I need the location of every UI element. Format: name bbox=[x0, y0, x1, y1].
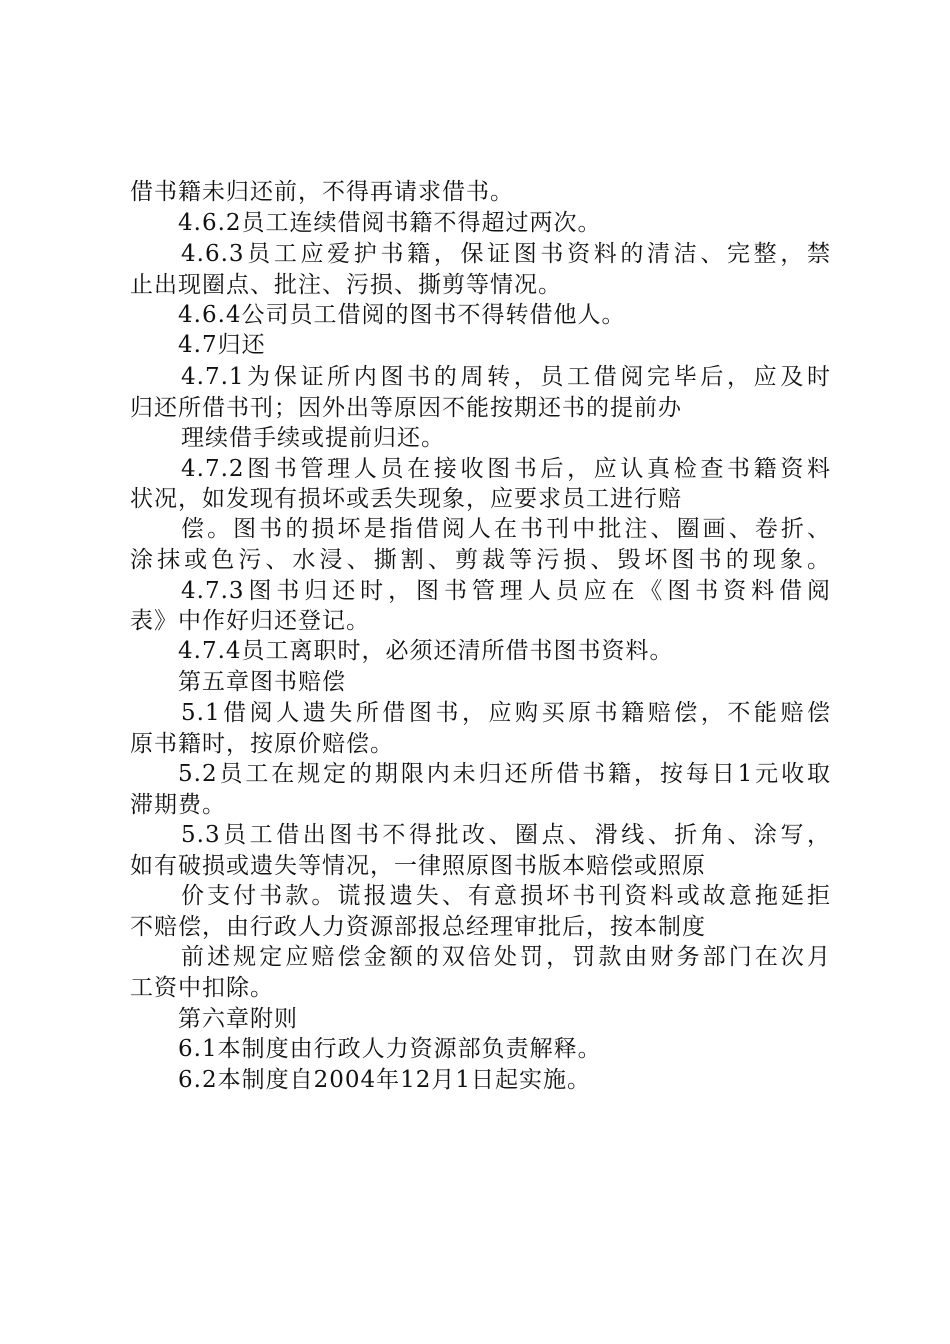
text-line: 理续借手续或提前归还。 bbox=[181, 425, 445, 451]
text-line: 4.7.2图书管理人员在接收图书后，应认真检查书籍资料 bbox=[181, 456, 831, 482]
text-line: 借书籍未归还前，不得再请求借书。 bbox=[130, 179, 514, 205]
text-line: 4.6.4公司员工借阅的图书不得转借他人。 bbox=[178, 302, 626, 328]
text-line: 5.2员工在规定的期限内未归还所借书籍，按每日1元收取 bbox=[178, 761, 831, 787]
text-line: 5.3员工借出图书不得批改、圈点、滑线、折角、涂写， bbox=[181, 822, 831, 848]
text-line: 表》中作好归还登记。 bbox=[130, 608, 370, 634]
text-line: 4.6.2员工连续借阅书籍不得超过两次。 bbox=[178, 210, 602, 236]
text-line: 涂抹或色污、水浸、撕割、剪裁等污损、毁坏图书的现象。 bbox=[130, 547, 831, 573]
text-line: 6.2本制度自2004年12月1日起实施。 bbox=[178, 1067, 592, 1093]
section-heading: 4.7归还 bbox=[178, 332, 266, 358]
text-line: 6.1本制度由行政人力资源部负责解释。 bbox=[178, 1036, 602, 1062]
text-line: 5.1借阅人遗失所借图书，应购买原书籍赔偿，不能赔偿 bbox=[181, 700, 831, 726]
chapter-heading: 第六章附则 bbox=[178, 1006, 298, 1032]
text-line: 4.7.3图书归还时，图书管理人员应在《图书资料借阅 bbox=[181, 578, 831, 604]
text-line: 归还所借书刊；因外出等原因不能按期还书的提前办 bbox=[130, 395, 682, 421]
text-line: 4.7.4员工离职时，必须还清所借书图书资料。 bbox=[178, 638, 674, 664]
text-line: 工资中扣除。 bbox=[130, 975, 274, 1001]
text-line: 止出现圈点、批注、污损、撕剪等情况。 bbox=[130, 272, 562, 298]
text-line: 原书籍时，按原价赔偿。 bbox=[130, 731, 394, 757]
text-line: 不赔偿，由行政人力资源部报总经理审批后，按本制度 bbox=[130, 914, 706, 940]
text-line: 4.7.1为保证所内图书的周转，员工借阅完毕后，应及时 bbox=[181, 364, 831, 390]
text-line: 偿。图书的损坏是指借阅人在书刊中批注、圈画、卷折、 bbox=[181, 516, 831, 542]
text-line: 如有破损或遗失等情况，一律照原图书版本赔偿或照原 bbox=[130, 853, 706, 879]
text-line: 价支付书款。谎报遗失、有意损坏书刊资料或故意拖延拒 bbox=[181, 883, 831, 909]
text-line: 前述规定应赔偿金额的双倍处罚，罚款由财务部门在次月 bbox=[181, 944, 831, 970]
chapter-heading: 第五章图书赔偿 bbox=[178, 669, 346, 695]
text-line: 滞期费。 bbox=[130, 792, 226, 818]
text-line: 状况，如发现有损坏或丢失现象，应要求员工进行赔 bbox=[130, 486, 682, 512]
text-line: 4.6.3员工应爱护书籍，保证图书资料的清洁、完整，禁 bbox=[181, 241, 831, 267]
